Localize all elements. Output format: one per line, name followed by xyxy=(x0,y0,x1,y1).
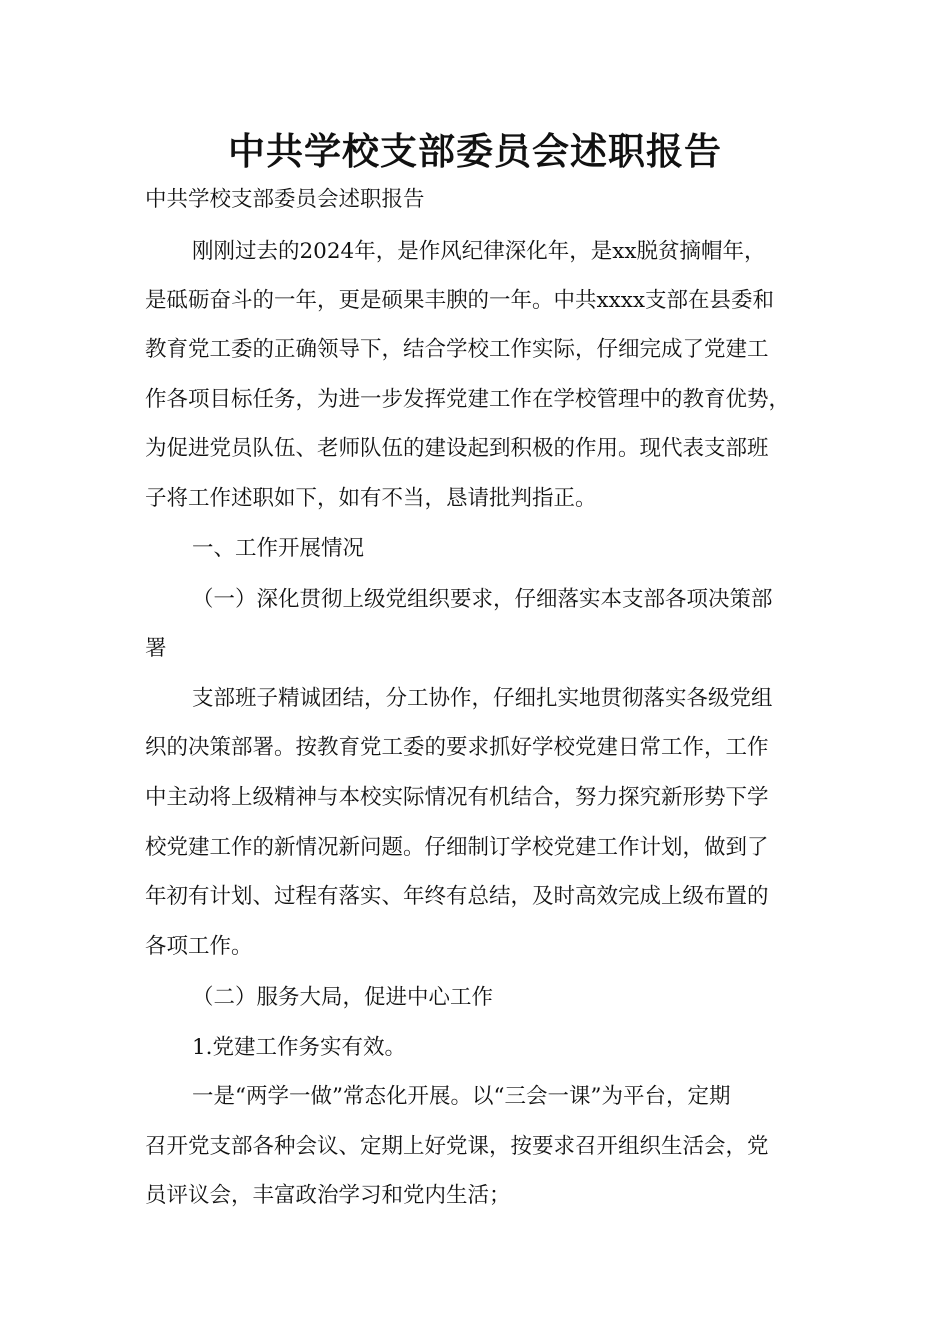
paragraph-line: 是砥砺奋斗的一年，更是硕果丰腴的一年。中共xxxx支部在县委和 xyxy=(145,288,775,313)
paragraph-line: 员评议会，丰富政治学习和党内生活； xyxy=(145,1183,511,1208)
subsection-heading: （一）深化贯彻上级党组织要求，仔细落实本支部各项决策部 xyxy=(192,587,773,612)
paragraph-line: 支部班子精诚团结，分工协作，仔细扎实地贯彻落实各级党组 xyxy=(192,686,773,711)
document-title: 中共学校支部委员会述职报告 xyxy=(228,130,722,173)
paragraph-line: 中主动将上级精神与本校实际情况有机结合，努力探究新形势下学 xyxy=(145,785,769,810)
paragraph-line: 教育党工委的正确领导下，结合学校工作实际，仔细完成了党建工 xyxy=(145,337,769,362)
paragraph-line: 校党建工作的新情况新问题。仔细制订学校党建工作计划，做到了 xyxy=(145,835,769,860)
paragraph-line: 各项工作。 xyxy=(145,934,253,959)
numbered-item: 1.党建工作务实有效。 xyxy=(192,1035,407,1060)
paragraph-line: 刚刚过去的2024年，是作风纪律深化年，是xx脱贫摘帽年， xyxy=(192,239,766,264)
paragraph-line: 年初有计划、过程有落实、年终有总结，及时高效完成上级布置的 xyxy=(145,884,769,909)
subsection-heading: （二）服务大局，促进中心工作 xyxy=(192,985,494,1010)
subtitle-line: 中共学校支部委员会述职报告 xyxy=(145,187,425,212)
paragraph-line: 召开党支部各种会议、定期上好党课，按要求召开组织生活会，党 xyxy=(145,1134,769,1159)
paragraph-line: 为促进党员队伍、老师队伍的建设起到积极的作用。现代表支部班 xyxy=(145,436,769,461)
paragraph-line: 织的决策部署。按教育党工委的要求抓好学校党建日常工作，工作 xyxy=(145,735,769,760)
paragraph-line: 一是“两学一做”常态化开展。以“三会一课”为平台，定期 xyxy=(192,1084,731,1109)
subsection-heading: 署 xyxy=(145,636,167,661)
section-heading: 一、工作开展情况 xyxy=(192,536,365,561)
paragraph-line: 作各项目标任务，为进一步发挥党建工作在学校管理中的教育优势， xyxy=(145,387,791,412)
paragraph-line: 子将工作述职如下，如有不当，恳请批判指正。 xyxy=(145,486,597,511)
